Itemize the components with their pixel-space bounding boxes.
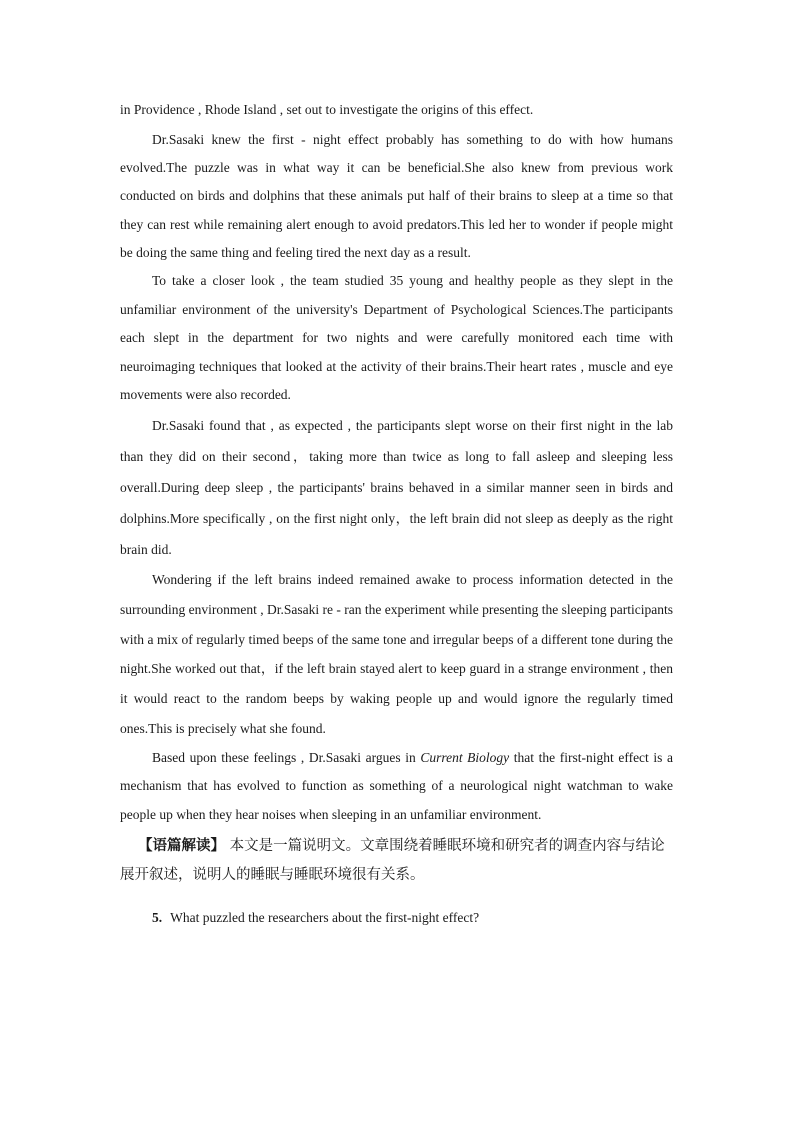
- question-5: [120, 904, 673, 932]
- conclusion-text-start: Based upon these feelings , Dr.Sasaki argues in: [152, 749, 421, 765]
- paragraph-study-method: To take a closer look , the team studied 35 young and healthy people as they slept in the unfamiliar environment of the university's Department of Psychological Sciences.The participants each slept in the department for two nights and were carefully monitored each time with neuroimaging techniques that looked at the activity of their brains.Their heart rates , muscle and eye movements were also recorded.: [120, 273, 673, 403]
- analysis-text: 本文是一篇说明文。文章围绕着睡眠环境和研究者的调查内容与结论展开叙述，说明人的睡眠与睡眠环境很有关系。: [120, 837, 665, 883]
- paragraph-puzzle: Dr.Sasaki knew the first - night effect probably has something to do with how humans evolved.The puzzle was in what way it can be beneficial.She also knew from previous work conducted on birds and dolphins that these animals put half of their brains to sleep at a time so that they can rest while remaining alert enough to avoid predators.This led her to wonder if people might be doing the same thing and feeling tired the next day as a result.: [120, 132, 673, 260]
- paragraph-findings: Dr.Sasaki found that , as expected , the participants slept worse on their first night in the lab than they did on their second，taking more than twice as long to fall asleep and sleeping less overall.During deep sleep , the participants' brains behaved in a similar manner seen in birds and dolphins.More specifically , on the first night only，the left brain did not sleep as deeply as the right brain did.: [120, 417, 673, 557]
- paragraph-conclusion: [120, 744, 673, 830]
- conclusion-text-end: that the first-night effect is a mechanism that has evolved to function as something of a neurological night watchman to wake people up when they hear noises when sleeping in an unfamiliar environment.: [120, 749, 674, 822]
- journal-name: Current Biology: [420, 749, 510, 765]
- passage-analysis: [120, 832, 673, 890]
- paragraph-continuation: in Providence , Rhode Island , set out to investigate the origins of this effect.: [120, 102, 534, 117]
- question-text: What puzzled the researchers about the first-night effect?: [170, 910, 480, 926]
- document-page: [120, 96, 673, 946]
- paragraph-experiment: Wondering if the left brains indeed remained awake to process information detected in the surrounding environment , Dr.Sasaki re - ran the experiment while presenting the sleeping participants with a mix of regularly timed beeps of the same tone and irregular beeps of a different tone during the night.She worked out that，if the left brain stayed alert to keep guard in a strange environment , then it would react to the random beeps by waking people up and would ignore the regularly timed ones.This is precisely what she found.: [120, 571, 673, 736]
- analysis-tag: 【语篇解读】: [138, 837, 225, 854]
- question-number: 5.: [152, 910, 163, 926]
